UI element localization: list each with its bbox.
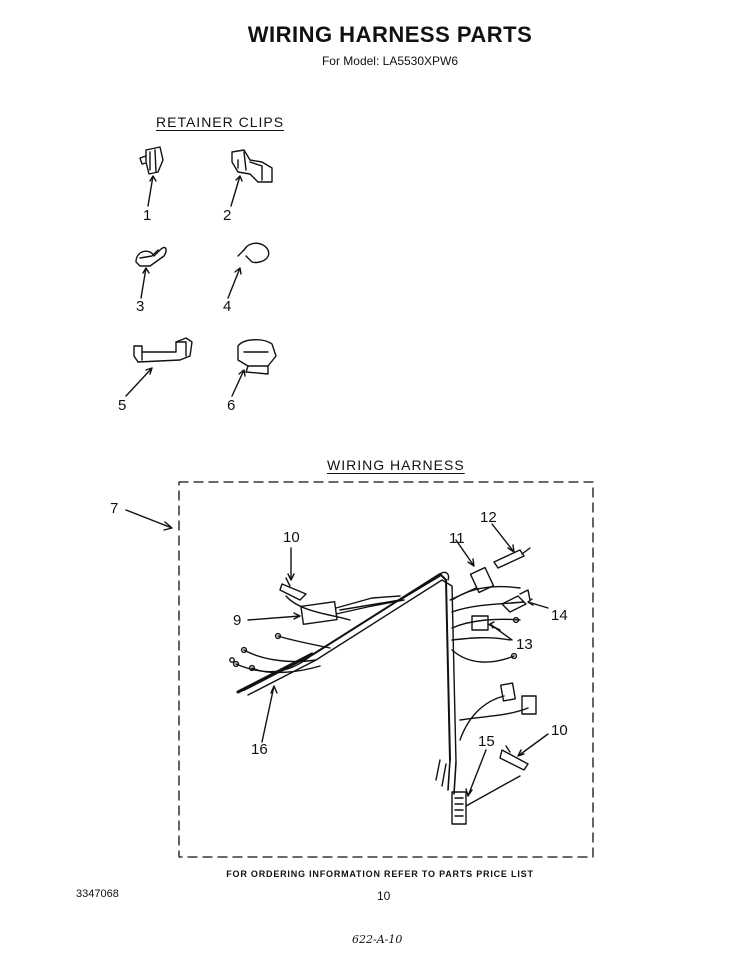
callout-4: 4 [223, 298, 232, 315]
callout-2: 2 [223, 207, 232, 224]
retainer-clip-3-drawing [136, 248, 166, 266]
callout-3: 3 [136, 298, 145, 315]
harness-wires [230, 548, 536, 824]
callout-16: 16 [251, 741, 268, 758]
callout-11: 11 [449, 530, 465, 547]
callout-9: 9 [233, 612, 242, 629]
callout-1: 1 [143, 207, 152, 224]
retainer-clips-heading: RETAINER CLIPS [156, 114, 285, 130]
retainer-clip-4-drawing [238, 243, 269, 262]
wiring-harness-heading: WIRING HARNESS [327, 457, 465, 473]
document-number: 3347068 [76, 888, 119, 900]
callout-6: 6 [227, 397, 236, 414]
handwritten-code: 622-A-10 [352, 933, 403, 946]
retainer-clip-5-drawing [134, 338, 192, 362]
callout-14: 14 [551, 607, 568, 624]
callout-13: 13 [516, 636, 533, 653]
callout-5: 5 [118, 397, 127, 414]
callout-10-top: 10 [283, 529, 300, 546]
callout-12: 12 [480, 509, 497, 526]
page-title: WIRING HARNESS PARTS [247, 22, 533, 47]
callout-7: 7 [110, 500, 119, 517]
callout-10-bottom: 10 [551, 722, 568, 739]
retainer-clip-6-drawing [238, 340, 276, 374]
ordering-info-note: FOR ORDERING INFORMATION REFER TO PARTS PRICE LIST [226, 869, 534, 879]
page-number: 10 [377, 889, 391, 903]
model-subtitle: For Model: LA5530XPW6 [321, 54, 459, 68]
callout-15: 15 [478, 733, 495, 750]
retainer-clip-1-drawing [140, 147, 163, 174]
